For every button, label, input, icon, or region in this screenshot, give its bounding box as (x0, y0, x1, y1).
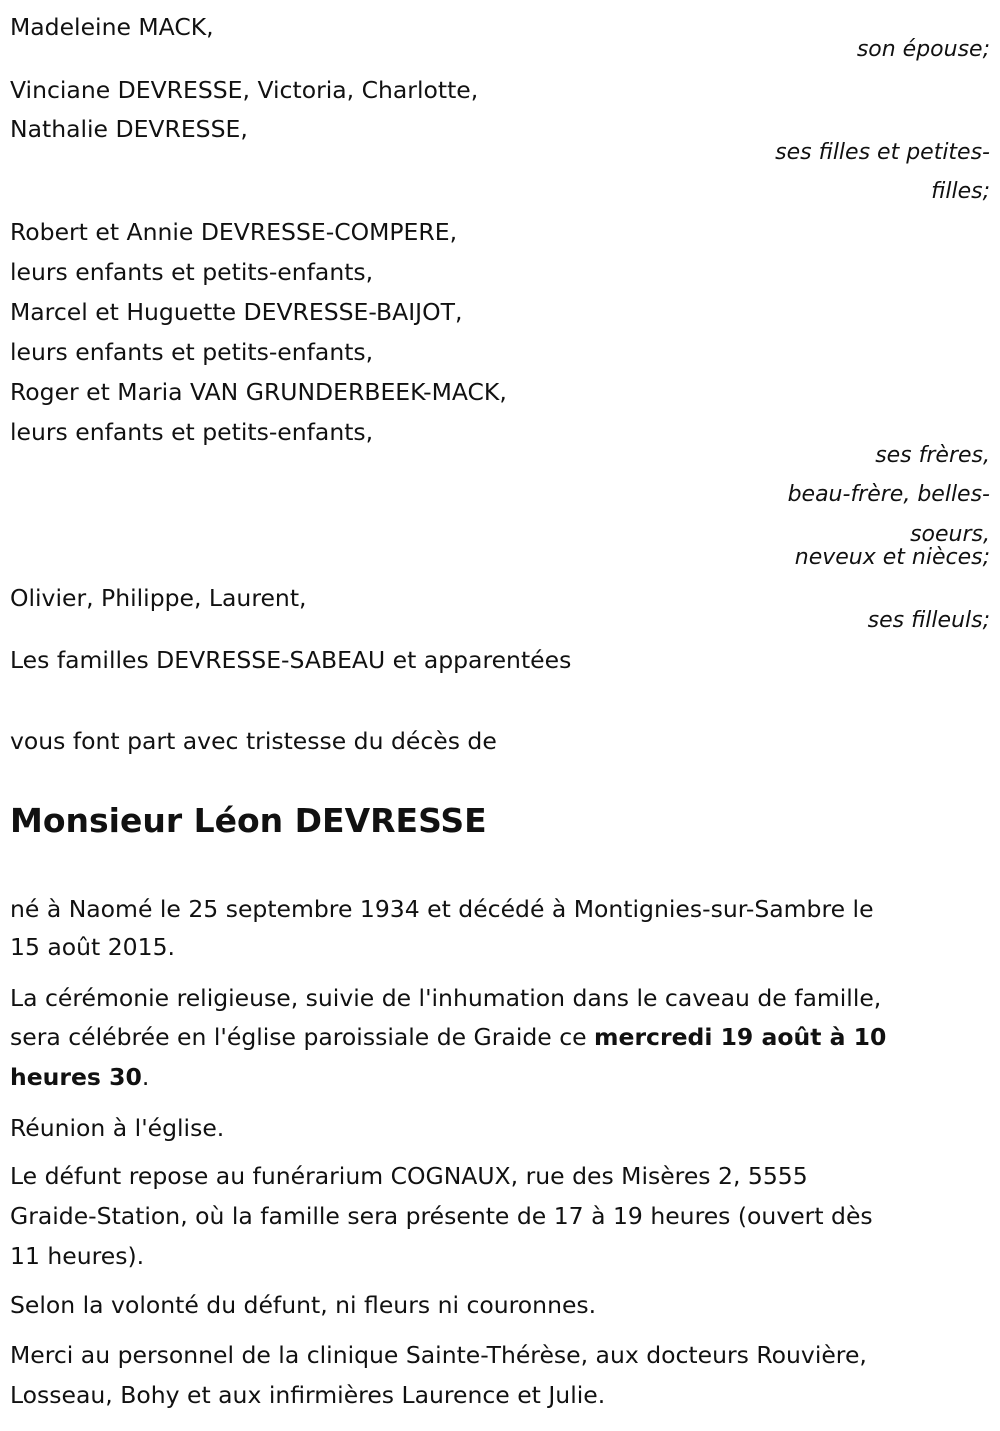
relation-label: ses filleuls; (867, 608, 990, 633)
relation-label: ses frères, (875, 443, 990, 468)
ceremony-line: La cérémonie religieuse, suivie de l'inhumation dans le caveau de famille, (10, 984, 882, 1012)
birth-line: né à Naomé le 25 septembre 1934 et décédé à Montignies-sur-Sambre le (10, 895, 874, 923)
family-line: Les familles DEVRESSE-SABEAU et apparentées (10, 646, 572, 674)
announcement-line: vous font part avec tristesse du décès de (10, 727, 497, 755)
family-line: Robert et Annie DEVRESSE-COMPERE, (10, 218, 458, 246)
relation-label: son épouse; (856, 37, 990, 62)
rest-line: Le défunt repose au funérarium COGNAUX, rue des Misères 2, 5555 (10, 1162, 808, 1190)
ceremony-line (10, 1017, 886, 1057)
relation-label: ses filles et petites- (775, 140, 990, 165)
family-line: Madeleine MACK, (10, 13, 214, 41)
family-line: leurs enfants et petits-enfants, (10, 338, 374, 366)
relation-label: beau-frère, belles- (787, 482, 990, 507)
ceremony-date: mercredi 19 août à 10 (594, 1023, 887, 1051)
rest-line: Graide-Station, où la famille sera présente de 17 à 19 heures (ouvert dès (10, 1202, 873, 1230)
ceremony-text: . (141, 1063, 150, 1091)
birth-line: 15 août 2015. (10, 933, 176, 961)
relation-label: filles; (931, 179, 990, 204)
family-line: Olivier, Philippe, Laurent, (10, 584, 307, 612)
thanks-line: Losseau, Bohy et aux infirmières Laurence et Julie. (10, 1381, 606, 1409)
family-line: leurs enfants et petits-enfants, (10, 418, 374, 446)
relation-label: soeurs, (910, 522, 990, 547)
reunion-line: Réunion à l'église. (10, 1114, 225, 1142)
thanks-line: Merci au personnel de la clinique Sainte-Thérèse, aux docteurs Rouvière, (10, 1341, 867, 1369)
family-line: Nathalie DEVRESSE, (10, 115, 248, 143)
family-line: Vinciane DEVRESSE, Victoria, Charlotte, (10, 76, 479, 104)
family-line: leurs enfants et petits-enfants, (10, 258, 374, 286)
flowers-line: Selon la volonté du défunt, ni fleurs ni couronnes. (10, 1291, 597, 1319)
deceased-name: Monsieur Léon DEVRESSE (10, 801, 487, 840)
relation-label: neveux et nièces; (794, 545, 990, 570)
ceremony-time: heures 30 (10, 1063, 142, 1091)
family-line: Roger et Maria VAN GRUNDERBEEK-MACK, (10, 378, 507, 406)
ceremony-line (10, 1057, 149, 1097)
family-line: Marcel et Huguette DEVRESSE-BAIJOT, (10, 298, 463, 326)
rest-line: 11 heures). (10, 1242, 145, 1270)
ceremony-text: sera célébrée en l'église paroissiale de Graide ce (10, 1023, 595, 1051)
